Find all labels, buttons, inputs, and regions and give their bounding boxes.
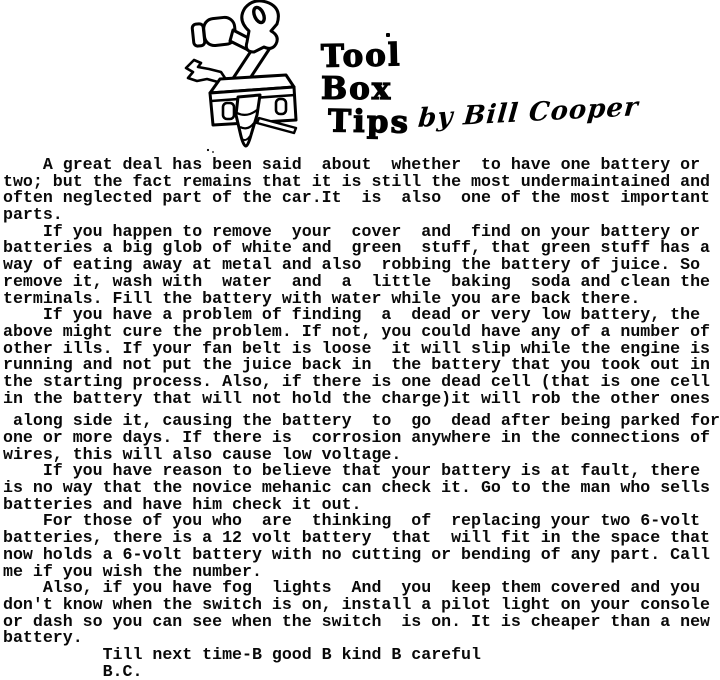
body-line: terminals. Fill the battery with water while you are back there. bbox=[3, 288, 641, 308]
body-line: don't know when the switch is on, install a pilot light on your console bbox=[3, 594, 711, 614]
body-line: battery. bbox=[3, 628, 83, 648]
body-text bbox=[3, 157, 718, 680]
body-line: parts. bbox=[3, 205, 63, 225]
body-line: or dash so you can see when the switch is on. It is cheaper than a new bbox=[3, 611, 711, 631]
toolbox-illustration bbox=[180, 0, 312, 160]
masthead-title-line: Tool bbox=[320, 37, 403, 75]
body-line: If you have reason to believe that your battery is at fault, there bbox=[3, 461, 701, 481]
body-line: A great deal has been said about whether to have one battery or bbox=[3, 155, 701, 174]
body-line: B.C. bbox=[3, 661, 143, 680]
body-line: one or more days. If there is corrosion anywhere in the connections of bbox=[3, 428, 711, 447]
body-line: Till next time-B good B kind B careful bbox=[3, 644, 481, 664]
body-line: remove it, wash with water and a little baking soda and clean the bbox=[3, 271, 711, 291]
body-line: now holds a 6-volt battery with no cutting or bending of any part. Call bbox=[3, 544, 711, 564]
body-line: is no way that the novice mehanic can check it. Go to the man who sells bbox=[3, 478, 711, 498]
masthead-title-line: Tips bbox=[327, 103, 411, 141]
drill-bit-icon bbox=[236, 95, 260, 146]
body-line: If you have a problem of finding a dead or very low battery, the bbox=[3, 305, 701, 325]
body-line: batteries a big glob of white and green stuff, that green stuff has a bbox=[3, 238, 711, 258]
body-line: the starting process. Also, if there is one dead cell (that is one cell bbox=[3, 371, 711, 391]
body-line: batteries and have him check it out. bbox=[3, 494, 362, 514]
body-line: other ills. If your fan belt is loose it will slip while the engine is bbox=[3, 338, 711, 358]
body-line: For those of you who are thinking of replacing your two 6-volt bbox=[3, 511, 701, 531]
body-line: along side it, causing the battery to go dead after being parked for bbox=[3, 411, 720, 431]
body-line: Also, if you have fog lights And you keep them covered and you bbox=[3, 578, 701, 598]
body-line: me if you wish the number. bbox=[3, 561, 262, 581]
body-line: in the battery that will not hold the charge)it will rob the other ones bbox=[3, 388, 711, 408]
body-line: If you happen to remove your cover and find on your battery or bbox=[3, 221, 701, 241]
masthead-title bbox=[320, 37, 411, 141]
scan-speck bbox=[386, 33, 390, 37]
body-line: two; but the fact remains that it is still the most undermaintained and bbox=[3, 171, 711, 191]
byline-signature: by Bill Cooper bbox=[416, 92, 640, 134]
body-line: way of eating away at metal and also robbing the battery of juice. So bbox=[3, 255, 701, 275]
body-line: above might cure the problem. If not, you could have any of a number of bbox=[3, 321, 711, 341]
masthead-title-line: Box bbox=[320, 70, 393, 108]
body-line: batteries, there is a 12 volt battery that will fit in the space that bbox=[3, 528, 711, 548]
body-line: often neglected part of the car.It is also one of the most important bbox=[3, 188, 711, 208]
scan-speck bbox=[212, 151, 214, 153]
scan-speck bbox=[207, 149, 209, 151]
body-line: wires, this will also cause low voltage. bbox=[3, 444, 402, 464]
body-line: running and not put the juice back in the battery that you took out in bbox=[3, 355, 711, 375]
